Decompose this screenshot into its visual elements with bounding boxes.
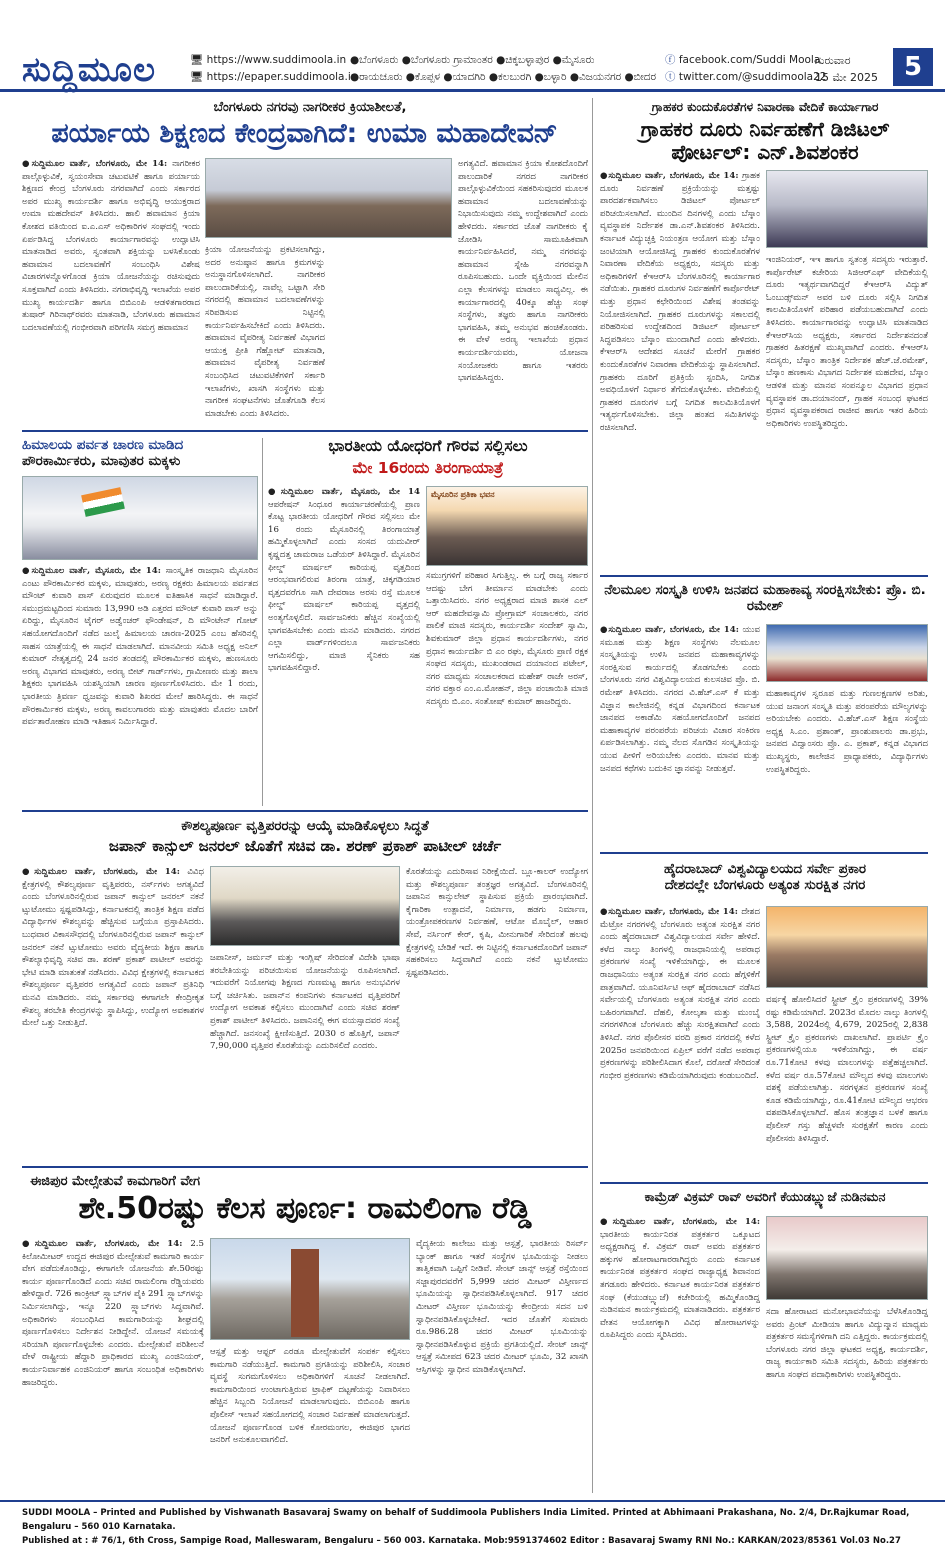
editions-row-1: ●ಬೆಂಗಳೂರು ●ಬೆಂಗಳೂರು ಗ್ರಾಮಾಂತರ ●ಚಿಕ್ಕಬಳ್ಳಾಪುರ ●ಮೈಸೂರು — [350, 54, 595, 66]
website-links — [190, 52, 357, 86]
article8-kicker: ಈಜಿಪುರ ಮೇಲ್ಸೇತುವೆ ಕಾಮಗಾರಿಗೆ ವೇಗ — [30, 1174, 200, 1189]
article6-col2: ಜಪಾನೀಸ್, ಜರ್ಮನ್ ಮತ್ತು ಇಂಗ್ಲಿಷ್ ಸೇರಿದಂತೆ ವಿದೇಶಿ ಭಾಷಾ ತರಬೇತಿಯನ್ನು ಪರಿಚಯಿಸುವ ಯೋಜನೆಯನ್ನು ರೂಪಿಸಲಾಗಿದೆ. ಇದುವರೆಗೆ ನಿಯೋಗವು ಶಿಕ್ಷಣದ ಗುಣಮಟ್ಟ ಹಾಗೂ ಅನುಭವಿಗಳ ಬಗ್ಗೆ ಚರ್ಚಿಸಿತು. ಜಪಾನ್‌ನ ಕಂಪನಿಗಳು ಕರ್ನಾಟಕದ ವೃತ್ತಿಪರರಿಗೆ ಉದ್ಯೋಗ ಅವಕಾಶ ಕಲ್ಪಿಸಲು ಮುಂದಾಗಿವೆ ಎಂದು ಸಚಿವ ಶರಣ್ ಪ್ರಕಾಶ್ ಪಾಟೀಲ್ ತಿಳಿಸಿದರು. ಜಪಾನಿನಲ್ಲಿ ಈಗ ವಯಸ್ಸಾದವರ ಸಂಖ್ಯೆ ಹೆಚ್ಚಾಗಿದೆ. ಜನಸಂಖ್ಯೆ ಕ್ಷೀಣಿಸುತ್ತಿದೆ. 2030 ರ ಹೊತ್ತಿಗೆ, ಜಪಾನ್ 7,90,000 ವೃತ್ತಿಪರ ಕೊರತೆಯನ್ನು ಎದುರಿಸಲಿದೆ ಎಂದರು. — [210, 953, 400, 1052]
article1-kicker: ಬೆಂಗಳೂರು ನಗರವು ನಾಗರೀಕರ ಕ್ರಿಯಾಶೀಲತೆ, — [213, 100, 407, 115]
article1-group-photo — [205, 158, 452, 238]
article7-col1-text: ದೇಶದ ಮೆಟ್ರೋ ನಗರಗಳಲ್ಲಿ ಬೆಂಗಳೂರು ಅತ್ಯಂತ ಸುರಕ್ಷಿತ ನಗರ ಎಂದು ಹೈದರಾಬಾದ್ ವಿಶ್ವವಿದ್ಯಾಲಯದ ಸರ್ವೇ ಹೇಳಿದೆ. ಕಳೆದ ನಾಲ್ಕು ತಿಂಗಳಲ್ಲಿ ರಾಜಧಾನಿಯಲ್ಲಿ ಅಪರಾಧ ಪ್ರಕರಣಗಳ ಸಂಖ್ಯೆ ಇಳಿಕೆಯಾಗಿದ್ದು, ಈ ಮೂಲಕ ರಾಜಧಾನಿಯು ಅತ್ಯಂತ ಸುರಕ್ಷಿತ ನಗರ ಎಂದು ಹೆಗ್ಗಳಿಕೆಗೆ ಪಾತ್ರವಾಗಿದೆ. ಯೂನಿವರ್ಸಿಟಿ ಆಫ್ ಹೈದರಾಬಾದ್ ನಡೆಸಿದ ಸರ್ವೇಯಲ್ಲಿ ಬೆಂಗಳೂರು ಅತ್ಯಂತ ಸುರಕ್ಷಿತ ನಗರ ಎಂದು ಬಹಿರಂಗವಾಗಿದೆ. ದೆಹಲಿ, ಕೋಲ್ಕತಾ ಮತ್ತು ಮುಂಬೈ ನಗರಗಳಿಗಿಂತ ಬೆಂಗಳೂರು ಹೆಚ್ಚು ಸುರಕ್ಷಿತವಾಗಿದೆ ಎಂದು ತಿಳಿಸಿದೆ. ನಗರ ಪೊಲೀಸರ ವರದಿ ಪ್ರಕಾರ ನಗರದಲ್ಲಿ ಕಳೆದ 2025ರ ಜನವರಿಯಿಂದ ಏಪ್ರಿಲ್ ವರೆಗೆ ನಡೆದ ಅಪರಾಧ ಪ್ರಕರಣಗಳನ್ನು ಪರಿಶೀಲಿಸಿದಾಗ ಕೊಲೆ, ದರೋಡೆ ಸೇರಿದಂತೆ ಗಂಭೀರ ಪ್ರಕರಣಗಳು ಕಡಿಮೆಯಾಗಿರುವುದು ಕಂಡುಬಂದಿದೆ. — [600, 907, 760, 1081]
article3-headline-line1: ಹಿಮಾಲಯ ಪರ್ವತ ಚಾರಣ ಮಾಡಿದ — [22, 437, 184, 453]
article8-headline[interactable]: ಶೇ.50ರಷ್ಟು ಕೆಲಸ ಪೂರ್ಣ: ರಾಮಲಿಂಗಾ ರೆಡ್ಡಿ — [78, 1191, 532, 1226]
globe-icon: 🖥 — [190, 54, 207, 66]
article6-kicker: ಕೌಶಲ್ಯಪೂರ್ಣ ವೃತ್ತಿಪರರನ್ನು ಆಯ್ಕೆ ಮಾಡಿಕೊಳ್ಳಲು ಸಿದ್ಧತೆ — [181, 818, 429, 834]
editions-row-2: ●ರಾಯಚೂರು ●ಕೊಪ್ಪಳ ●ಯಾದಗಿರಿ ●ಕಲಬುರಗಿ ●ಬಳ್ಳಾರಿ ●ವಿಜಯನಗರ ●ಬೀದರ — [350, 71, 657, 83]
crane-icon — [291, 1249, 319, 1337]
article3-text: ಸಾಂಸ್ಕೃತಿಕ ರಾಜಧಾನಿ ಮೈಸೂರಿನ ಎಂಟು ಪೌರಕಾರ್ಮಿಕರ ಮಕ್ಕಳು, ಮಾವುತರು, ಅರಣ್ಯ ರಕ್ಷಕರು ಹಿಮಾಲಯ ಪರ್ವತದ ಮೌಂಟ್ ಕುವಾರಿ ಪಾಸ್ ಏರುವುದರ ಮೂಲಕ ಐತಿಹಾಸಿಕ ಸಾಧನೆ ಮಾಡಿದ್ದಾರೆ. ಸಮುದ್ರಮಟ್ಟದಿಂದ ಸುಮಾರು 13,990 ಅಡಿ ಎತ್ತರದ ಮೌಂಟ್ ಕುವಾರಿ ಪಾಸ್ ಅನ್ನು ಏರಿದ್ದು, ಮೈಸೂರಿನ ಟೈಗರ್ ಅಡ್ವೆಂಚರ್ ಫೌಂಡೇಷನ್, ದಿ ಮೌಂಟೇನ್ ಗೋಟ್ ಸಹಯೋಗದೊಂದಿಗೆ ನಡೆದ ಜುಲೈ ಹಿಮಾಲಯ ಚಾರಣ-2025 ಎಂಬ ಹೆಸರಿನಲ್ಲಿ ಸಾಹಸ ಯಾತ್ರೆಯಲ್ಲಿ ಈ ಸಾಧನೆ ಮಾಡಲಾಗಿದೆ. ಮಾನವೀಯ ಸಮಿತಿ ಅಧ್ಯಕ್ಷ ಅನಿಲ್ ಕುಮಾರ್ ನೇತೃತ್ವದಲ್ಲಿ 24 ಜನರ ತಂಡದಲ್ಲಿ ಪೌರಕಾರ್ಮಿಕರ ಮಕ್ಕಳು, ಹುಣಸೂರು ಅರಣ್ಯ ವಿಭಾಗದ ಮಾವುತರು, ಅರಣ್ಯ ಬೀಟ್ ಗಾರ್ಡ್‌ಗಳು, ಗ್ರಾಮೀಣರು ಮತ್ತು ಶಾಲಾ ಶಿಕ್ಷಕರು ಭಾಗವಹಿಸಿ ಯಶಸ್ವಿಯಾಗಿ ಚಾರಣ ಪೂರ್ಣಗೊಳಿಸಿದರು. ಮೇ 1 ರಂದು, ಭಾರತೀಯ ತ್ರಿವರ್ಣ ಧ್ವಜವನ್ನು ಕುವಾರಿ ಶಿಖರದ ಮೇಲೆ ಹಾರಿಸಿದ್ದರು. ಈ ಸಾಧನೆ ಪೌರಕಾರ್ಮಿಕರ ಮಕ್ಕಳು, ಅರಣ್ಯ ಕಾವಲುಗಾರರು ಮತ್ತು ಮಾವುತರು ಮೊದಲ ಬಾರಿಗೆ ಪರ್ವತಾರೋಹಣ ಮಾಡಿ ಇತಿಹಾಸ ನಿರ್ಮಿಸಿದ್ದಾರೆ. — [22, 566, 258, 728]
article3-body — [22, 565, 258, 805]
article7-byline: ●ಸುದ್ದಿಮೂಲ ವಾರ್ತೆ, ಬೆಂಗಳೂರು, ಮೇ 14: — [600, 907, 738, 917]
divider — [600, 852, 928, 854]
article1-col3: ಅಗತ್ಯವಿದೆ. ಹವಾಮಾನ ಕ್ರಿಯಾ ಕೋಶದೊಂದಿಗೆ ಪಾಲುದಾರಿಕೆ ನಗರದ ನಾಗರೀಕರ ಪಾಲ್ಗೊಳ್ಳುವಿಕೆಯಿಂದ ಸಹಕರಿಸುವುದರ ಮೂಲಕ ಹವಾಮಾನ ಬದಲಾವಣೆಯನ್ನು ನಿಭಾಯಿಸುವುದು ನಮ್ಮ ಉದ್ದೇಶವಾಗಿದೆ ಎಂದು ಹೇಳಿದರು. ಸರ್ಕಾರದ ಜೊತೆ ನಾಗರೀಕರು ಕೈ ಜೋಡಿಸಿ ಸಾಮೂಹಿಕವಾಗಿ ಕಾರ್ಯನಿರ್ವಹಿಸಿದರೆ, ನಮ್ಮ ನಗರವನ್ನು ಹವಾಮಾನ ಸ್ನೇಹಿ ನಗರವನ್ನಾಗಿ ರೂಪಿಸಬಹುದು. ಒಂದೇ ವ್ಯಕ್ತಿಯಿಂದ ಮೇಲಿನ ಎಲ್ಲಾ ಕೆಲಸಗಳನ್ನು ಮಾಡಲು ಸಾಧ್ಯವಿಲ್ಲ. ಈ ಕಾರ್ಯಾಗಾರದಲ್ಲಿ 40ಕ್ಕೂ ಹೆಚ್ಚು ಸಂಘ ಸಂಸ್ಥೆಗಳು, ತಜ್ಞರು ಹಾಗೂ ನಾಗರೀಕರು ಭಾಗವಹಿಸಿ, ತಮ್ಮ ಅನುಭವ ಹಂಚಿಕೊಂಡರು. ಈ ವೇಳೆ ಅರಣ್ಯ ಇಲಾಖೆಯ ಪ್ರಧಾನ ಕಾರ್ಯದರ್ಶಿಯವರು, ಯೋಜನಾ ಸಂಯೋಜಕರು ಹಾಗೂ ಇತರರು ಭಾಗವಹಿಸಿದ್ದರು. — [458, 159, 588, 384]
article9-headline[interactable]: ಕಾಮ್ರೆಡ್ ವಿಕ್ರಮ್ ರಾವ್ ಅವರಿಗೆ ಕೆಯುಡಬ್ಲ್ಯುಜೆ ನುಡಿನಮನ — [644, 1189, 886, 1204]
article4-subhead: ಮೇ 16ರಂದು ತಿರಂಗಾಯಾತ್ರೆ — [352, 459, 504, 477]
flag-icon — [81, 487, 125, 517]
article8-col1 — [22, 1238, 204, 1496]
article6-byline: ●ಸುದ್ದಿಮೂಲ ವಾರ್ತೆ, ಬೆಂಗಳೂರು, ಮೇ 14: — [22, 867, 180, 877]
article5-headline[interactable]: ನೆಲಮೂಲ ಸಂಸ್ಕೃತಿ ಉಳಿಸಿ ಜನಪದ ಮಹಾಕಾವ್ಯ ಸಂರಕ್ಷಿಸಬೇಕು: ಪ್ರೊ. ಬಿ. ರಮೇಶ್ — [604, 582, 926, 614]
article2-headline[interactable]: ಗ್ರಾಹಕರ ದೂರು ನಿರ್ವಹಣೆಗೆ ಡಿಜಿಟಲ್ ಪೋರ್ಟಲ್: ಎನ್.ಶಿವಶಂಕರ — [640, 117, 890, 164]
article4-col1-text: ಆಪರೇಷನ್ ಸಿಂಧೂರ ಕಾರ್ಯಾಚರಣೆಯಲ್ಲಿ ಪ್ರಾಣ ಕೊಟ್ಟ ಭಾರತೀಯ ಯೋಧರಿಗೆ ಗೌರವ ಸಲ್ಲಿಸಲು ಮೇ 16 ರಂದು ಮೈಸೂರಿನಲ್ಲಿ ತಿರಂಗಾಯಾತ್ರೆ ಹಮ್ಮಿಕೊಳ್ಳಲಾಗಿದೆ ಎಂದು ಸಂಸದ ಯದುವೀರ್ ಕೃಷ್ಣದತ್ತ ಚಾಮರಾಜ ಒಡೆಯರ್ ತಿಳಿಸಿದ್ದಾರೆ. ಮೈಸೂರಿನ ಫೀಲ್ಡ್ ಮಾರ್ಷಲ್ ಕಾರಿಯಪ್ಪ ವೃತ್ತದಿಂದ ಆರಂಭವಾಗಲಿರುವ ತಿರಂಗಾ ಯಾತ್ರೆ, ಚಿಕ್ಕಗಡಿಯಾರ ವೃತ್ತದವರೆಗೂ ಸಾಗಿ ದೇವರಾಜ ಅರಸು ರಸ್ತೆ ಮೂಲಕ ಫೀಲ್ಡ್ ಮಾರ್ಷಲ್ ಕಾರಿಯಪ್ಪ ವೃತ್ತದಲ್ಲಿ ಅಂತ್ಯಗೊಳ್ಳಲಿದೆ. ಸಾರ್ವಜನಿಕರು ಹೆಚ್ಚಿನ ಸಂಖ್ಯೆಯಲ್ಲಿ ಭಾಗವಹಿಸಬೇಕು ಎಂದು ಮನವಿ ಮಾಡಿದರು. ನಗರದ ಎಲ್ಲಾ ವಾರ್ಡ್‌ಗಳಿಂದಲೂ ಸಾರ್ವಜನಿಕರು ಆಗಮಿಸಲಿದ್ದು, ಮಾಜಿ ಸೈನಿಕರು ಸಹ ಭಾಗವಹಿಸಲಿದ್ದಾರೆ. — [268, 499, 420, 674]
article4-photo-caption: ಮೈಸೂರಿನ ಪ್ರತಿಕಾ ಭವನ — [431, 490, 495, 499]
twitter-link[interactable]: twitter.com/@suddimoola22 — [678, 71, 827, 83]
article8-col3: ವೈದ್ಯಕೀಯ ಕಾಲೇಜು ಮತ್ತು ಆಸ್ಪತ್ರೆ, ಭಾರತೀಯ ರಿಸರ್ವ್ ಬ್ಯಾಂಕ್ ಹಾಗೂ ಇತರೆ ಸಂಸ್ಥೆಗಳ ಭೂಮಿಯನ್ನು ನೀಡಲು ತಾತ್ವಿಕವಾಗಿ ಒಪ್ಪಿಗೆ ನೀಡಿವೆ. ಸೇಂಟ್ ಜಾನ್ಸ್ ಆಸ್ಪತ್ರೆ ರಸ್ತೆಯಿಂದ ಸಜ್ಜಾಪುರದವರೆಗೆ 5,999 ಚದರ ಮೀಟರ್ ವಿಸ್ತೀರ್ಣದ ಭೂಮಿಯನ್ನು ಸ್ವಾಧೀನಪಡಿಸಿಕೊಳ್ಳಲಾಗಿದೆ. 917 ಚದರ ಮೀಟರ್ ವಿಸ್ತೀರ್ಣ ಭೂಮಿಯನ್ನು ಕೇಂದ್ರೀಯ ಸದನ ಬಳಿ ಸ್ವಾಧೀನಪಡಿಸಿಕೊಳ್ಳಬೇಕಿದೆ. ಇದರ ಜೊತೆಗೆ ಸುಮಾರು ರೂ.986.28 ಚದರ ಮೀಟರ್ ಭೂಮಿಯನ್ನು ಸ್ವಾಧೀನಪಡಿಸಿಕೊಳ್ಳುವ ಪ್ರಕ್ರಿಯೆ ಪ್ರಗತಿಯಲ್ಲಿದೆ. ಸೇಂಟ್ ಜಾನ್ಸ್ ಆಸ್ಪತ್ರೆ ಸಮೀಪದ 623 ಚದರ ಮೀಟರ್ ಭೂಮಿ, 32 ಖಾಸಗಿ ಆಸ್ತಿಗಳನ್ನು ಸ್ವಾಧೀನ ಮಾಡಿಕೊಳ್ಳಲಾಗಿದೆ. — [416, 1239, 588, 1375]
article9-tribute-photo — [766, 1216, 928, 1300]
article2-kicker: ಗ್ರಾಹಕರ ಕುಂದುಕೊರತೆಗಳ ನಿವಾರಣಾ ವೇದಿಕೆ ಕಾರ್ಯಾಗಾರ — [651, 100, 879, 114]
article9-col2: ಸದಾ ಹೋರಾಟದ ಮನೋಭಾವನೆಯನ್ನು ಬೆಳೆಸಿಕೊಂಡಿದ್ದ ಅವರು ಪ್ರಿಂಟ್ ಮೀಡಿಯಾ ಹಾಗೂ ವಿದ್ಯುನ್ಮಾನ ಮಾಧ್ಯಮ ಪತ್ರಕರ್ತರ ಸಮಸ್ಯೆಗಳಿಗಾಗಿ ದನಿ ಎತ್ತಿದ್ದರು. ಕಾರ್ಯಕ್ರಮದಲ್ಲಿ ಬೆಂಗಳೂರು ನಗರ ಜಿಲ್ಲಾ ಘಟಕದ ಅಧ್ಯಕ್ಷ, ಕಾರ್ಯದರ್ಶಿ, ರಾಜ್ಯ ಕಾರ್ಯಕಾರಿ ಸಮಿತಿ ಸದಸ್ಯರು, ಹಿರಿಯ ಪತ್ರಕರ್ತರು ಹಾಗೂ ಸಂಘದ ಪದಾಧಿಕಾರಿಗಳು ಉಪಸ್ಥಿತರಿದ್ದರು. — [766, 1307, 928, 1380]
column-divider — [262, 438, 263, 806]
divider — [22, 1166, 588, 1168]
twitter-icon: ⓣ — [665, 71, 679, 83]
article6-col1 — [22, 866, 204, 1162]
article7-headline-line1: ಹೈದರಾಬಾದ್ ವಿಶ್ವವಿದ್ಯಾಲಯದ ಸರ್ವೇ ಪ್ರಕಾರ — [663, 861, 867, 877]
article4-headline[interactable]: ಭಾರತೀಯ ಯೋಧರಿಗೆ ಗೌರವ ಸಲ್ಲಿಸಲು — [328, 437, 528, 455]
article2-col1 — [600, 170, 760, 570]
article5-byline: ●ಸುದ್ದಿಮೂಲ ವಾರ್ತೆ, ಬೆಂಗಳೂರು, ಮೇ 14: — [600, 625, 739, 635]
article1-headline[interactable]: ಪರ್ಯಾಯ ಶಿಕ್ಷಣದ ಕೇಂದ್ರವಾಗಿದೆ: ಉಮಾ ಮಹಾದೇವನ್ — [51, 118, 558, 149]
article7-headline[interactable] — [600, 862, 930, 893]
article6-col3: ಕೊರತೆಯನ್ನು ಎದುರಿಸಾವ ನಿರೀಕ್ಷೆಯಿದೆ. ಬ್ಲೂ-ಕಾಲರ್ ಉದ್ಯೋಗ ಮತ್ತು ಕೌಶಲ್ಯಪೂರ್ಣ ತಂತ್ರಜ್ಞರ ಅಗತ್ಯವಿದೆ. ಬೆಂಗಳೂರಿನಲ್ಲಿ ಜಪಾನಿನ ಕಾನ್ಸುಲೇಟ್ ಸ್ಥಾಪಿಸುವ ಪ್ರಕ್ರಿಯೆ ಪ್ರಾರಂಭವಾಗಿದೆ. ಕೈಗಾರಿಕಾ ಉತ್ಪಾದನೆ, ನಿರ್ಮಾಣ, ಹಡಗು ನಿರ್ಮಾಣ, ಯಂತ್ರೋಪಕರಣಗಳ ನಿರ್ವಹಣೆ, ಆಟೋ ಮೊಬೈಲ್, ಆಹಾರ ಸೇವೆ, ನರ್ಸಿಂಗ್ ಕೇರ್, ಕೃಷಿ, ಮೀನುಗಾರಿಕೆ ಸೇರಿದಂತೆ ಹಲವು ಕ್ಷೇತ್ರಗಳಲ್ಲಿ ಬೇಡಿಕೆ ಇದೆ. ಈ ನಿಟ್ಟಿನಲ್ಲಿ ಕರ್ನಾಟಕದೊಂದಿಗೆ ಜಪಾನ್ ಸಹಕರಿಸಲು ಸಿದ್ಧವಾಗಿದೆ ಎಂದು ನಕನೆ ಟ್ಸುಟೋಮು ಸ್ಪಷ್ಟಪಡಿಸಿದರು. — [406, 867, 588, 978]
facebook-link[interactable]: facebook.com/Suddi Moola — [678, 54, 821, 66]
article7-col2: ವರ್ಷಕ್ಕೆ ಹೋಲಿಸಿದರೆ ಸ್ಟ್ರೀಟ್ ಕ್ರೈಂ ಪ್ರಕರಣಗಳಲ್ಲಿ 39% ರಷ್ಟು ಕಡಿಮೆಯಾಗಿದೆ. 2023ರ ಮೊದಲ ನಾಲ್ಕು ತಿಂಗಳಲ್ಲಿ 3,588, 2024ರಲ್ಲಿ 4,679, 2025ರಲ್ಲಿ 2,838 ಸ್ಟ್ರೀಟ್ ಕ್ರೈಂ ಪ್ರಕರಣಗಳು ದಾಖಲಾಗಿವೆ. ಪ್ರಾಪರ್ಟಿ ಕ್ರೈಂ ಪ್ರಕರಣಗಳಲ್ಲಿಯೂ ಇಳಿಕೆಯಾಗಿದ್ದು, ಈ ವರ್ಷ ರೂ.71ಕೋಟಿ ಕಳವು ಮಾಲುಗಳನ್ನು ಪತ್ತೆಹಚ್ಚಲಾಗಿದೆ. ಕಳೆದ ವರ್ಷ ರೂ.57ಕೋಟಿ ಮೌಲ್ಯದ ಕಳವು ಮಾಲುಗಳು ವಶಕ್ಕೆ ಪಡೆಯಲಾಗಿತ್ತು. ಸರಗಳ್ಳತನ ಪ್ರಕರಣಗಳ ಸಂಖ್ಯೆ ಕೂಡ ಕಡಿಮೆಯಾಗಿದ್ದು, ರೂ.41ಕೋಟಿ ಮೌಲ್ಯದ ಆಭರಣ ವಶಪಡಿಸಿಕೊಳ್ಳಲಾಗಿದೆ. ಹೊಸ ತಂತ್ರಜ್ಞಾನ ಬಳಕೆ ಹಾಗೂ ಪೊಲೀಸ್ ಗಸ್ತು ಹೆಚ್ಚಳವೇ ಸುರಕ್ಷತೆಗೆ ಕಾರಣ ಎಂದು ಪೊಲೀಸರು ತಿಳಿಸಿದ್ದಾರೆ. — [766, 995, 928, 1144]
article3-headline[interactable] — [22, 438, 258, 469]
newspaper-logo[interactable]: ಸುದ್ದಿಮೂಲ — [22, 50, 156, 90]
article8-byline: ●ಸುದ್ದಿಮೂಲ ವಾರ್ತೆ, ಬೆಂಗಳೂರು, ಮೇ 14: — [22, 1239, 183, 1249]
article3-byline: ●ಸುದ್ದಿಮೂಲ ವಾರ್ತೆ, ಮೈಸೂರು, ಮೇ 14: — [22, 566, 161, 576]
article7-city-photo — [766, 906, 928, 988]
article4-col2: ಸಮುಗ್ರಗಳಿಗೆ ಪರಿಹಾರ ಸಿಗುತ್ತಿಲ್ಲ. ಈ ಬಗ್ಗೆ ರಾಜ್ಯ ಸರ್ಕಾರ ಆದಷ್ಟು ಬೇಗ ತೀರ್ಮಾನ ಮಾಡಬೇಕು ಎಂದು ಒತ್ತಾಯಿಸಿದರು. ನಗರ ಅಧ್ಯಕ್ಷರಾದ ಮಾಜಿ ಶಾಸಕ ಎಲ್ ಆರ್ ಮಹದೇವಸ್ವಾಮಿ ಪ್ರೋಗ್ರಾಮ್ ಸಂಚಾಲಕರು, ನಗರ ಪಾಲಿಕೆ ಮಾಜಿ ಸದಸ್ಯರು, ಕಾರ್ಯದರ್ಶಿ ಸಂದೇಶ್ ಸ್ವಾಮಿ, ಶಿವಕುಮಾರ್ ಜಿಲ್ಲಾ ಪ್ರಧಾನ ಕಾರ್ಯದರ್ಶಿಗಳು, ನಗರ ಪ್ರಧಾನ ಕಾರ್ಯದರ್ಶಿ ಬಿ ಎಂ ರಘು, ಮೈಸೂರು ಪ್ರಾಣಿ ರಕ್ಷಕ ಸಂಘದ ಸದಸ್ಯರು, ಮುಖಂಡರಾದ ದಯಾನಂದ ಪಟೇಲ್, ನಗರ ಮಾಧ್ಯಮ ಸಂಚಾಲಕರಾದ ಮಹೇಶ್ ರಾಜೇ ಅರಸ್, ನಗರ ವಕ್ತಾರ ಎಂ.ಎ.ಮೋಹನ್, ಜಿಲ್ಲಾ ಪಂಚಾಯಿತಿ ಮಾಜಿ ಸದಸ್ಯರು ಬಿ.ಎಂ. ಸಂತೋಷ್ ಕುಮಾರ್ ಹಾಜರಿದ್ದರು. — [426, 571, 588, 707]
editions-list — [350, 52, 656, 86]
social-links — [665, 52, 826, 86]
article2-stage-photo — [766, 170, 928, 248]
article8-flyover-photo — [210, 1238, 410, 1340]
article5-col1 — [600, 624, 760, 846]
page-number: 5 — [893, 48, 933, 86]
divider — [600, 575, 928, 577]
issue-date-text: 15 ಮೇ 2025 — [815, 71, 879, 84]
article6-headline[interactable]: ಜಪಾನ್ ಕಾನ್ಸುಲ್ ಜನರಲ್ ಜೊತೆಗೆ ಸಚಿವ ಡಾ. ಶರಣ್ ಪ್ರಕಾಶ್ ಪಾಟೀಲ್ ಚರ್ಚೆ — [108, 837, 502, 855]
article1-col3-lower — [330, 244, 452, 426]
article1-col1-text: ನಾಗರೀಕರ ಪಾಲ್ಗೊಳ್ಳುವಿಕೆ, ಸ್ವಯಂಸೇವಾ ಚಟುವಟಿಕೆ ಹಾಗೂ ಪರ್ಯಾಯ ಶಿಕ್ಷಣದ ಕೇಂದ್ರ ಬೆಂಗಳೂರು ನಗರವಾಗಿದೆ ಎಂದು ಸರ್ಕಾರದ ಅಪರ ಮುಖ್ಯ ಕಾರ್ಯದರ್ಶಿ ಹಾಗೂ ಅಭಿವೃದ್ಧಿ ಆಯುಕ್ತರಾದ ಉಮಾ ಮಹದೇವನ್ ತಿಳಿಸಿದರು. ಹಾಲಿ ಹವಾಮಾನ ಕ್ರಿಯಾ ಕೋಶದ ವತಿಯಿಂದ ಐ.ಎ.ಎಸ್ ಅಧಿಕಾರಿಗಳ ಸಂಘದಲ್ಲಿ ಇಂದು ಏರ್ಪಡಿಸಿದ್ದ ಬೆಂಗಳೂರು ಕಾರ್ಯಾಗಾರವನ್ನು ಉದ್ಘಾಟಿಸಿ ಮಾತನಾಡಿದ ಅವರು, ಸ್ವಂತವಾಗಿ ಶಕ್ತಿಯನ್ನು ಬಳಸಿಕೊಂಡು ಹವಾಮಾನ ಬದಲಾವಣೆಗೆ ಸಂಬಂಧಿಸಿ ವಿಶೇಷ ವಿಚಾರಗಳನ್ನೊಳಗೊಂಡ ಕ್ರಿಯಾ ಯೋಜನೆಯನ್ನು ರಚಿಸುವುದು ಸೂಕ್ತವಾಗಿದೆ ಎಂದು ತಿಳಿಸಿದರು. ನಗರಾಭಿವೃದ್ಧಿ ಇಲಾಖೆಯ ಅಪರ ಮುಖ್ಯ ಕಾರ್ಯದರ್ಶಿ ಹಾಗೂ ಬಿಬಿಎಂಪಿ ಆಡಳಿತಗಾರರಾದ ತುಷಾರ್ ಗಿರಿನಾಥ್‌ರವರು ಮಾತನಾಡಿ, ಬೆಂಗಳೂರು ಹವಾಮಾನ ಬದಲಾವಣೆಯಲ್ಲಿ ಗಂಭೀರವಾಗಿ ಪರಿಗಣಿಸಿ ಸಮಗ್ರ ಹವಾಮಾನ — [22, 159, 200, 333]
epaper-url[interactable]: https://epaper.suddimoola.in — [206, 71, 358, 83]
divider — [22, 810, 588, 812]
article1-col2: ಕ್ರಿಯಾ ಯೋಜನೆಯನ್ನು ಪ್ರಕಟಿಸಲಾಗಿದ್ದು, ಅದರ ಅನುಷ್ಠಾನ ಹಾಗೂ ಕ್ರಮಗಳನ್ನು ಅನುಸ್ಥಾನಗೊಳಿಸಲಾಗಿದೆ. ನಾಗರೀಕರ ಪಾಲುದಾರಿಕೆಯಲ್ಲಿ, ನಾವೆಲ್ಲ ಒಟ್ಟಾಗಿ ಸೇರಿ ನಗರದಲ್ಲಿ ಹವಾಮಾನ ಬದಲಾವಣೆಗಳನ್ನು ಸರಿಪಡಿಸುವ ನಿಟ್ಟಿನಲ್ಲಿ ಕಾರ್ಯನಿರ್ವಹಿಸಬೇಕಿದೆ ಎಂದು ತಿಳಿಸಿದರು. ಹವಾಮಾನ ವೈಪರೀತ್ಯ ನಿರ್ವಹಣೆ ವಿಭಾಗದ ಆಯುಕ್ತ ಪ್ರೀತಿ ಗೆಹ್ಲೋಟ್ ಮಾತನಾಡಿ, ಹವಾಮಾನ ವೈಪರೀತ್ಯ ನಿರ್ವಹಣೆ ಸಂಬಂಧಿಸಿದ ಚಟುವಟಿಕೆಗಳಿಗೆ ಸರ್ಕಾರಿ ಇಲಾಖೆಗಳು, ಖಾಸಗಿ ಸಂಸ್ಥೆಗಳು ಮತ್ತು ನಾಗರೀಕ ಸಂಘಟನೆಗಳು ಜೊತೆಗೂಡಿ ಕೆಲಸ ಮಾಡಬೇಕು ಎಂದು ತಿಳಿಸಿದರು. — [205, 245, 325, 419]
footer-line-1: SUDDI MOOLA – Printed and Published by Vishwanath Basavaraj Swamy on behalf of Suddimoola Publishers India Limited. Printed at Abhimaani Prakashana, No. 2/4, Dr.Rajkumar Road, Bengaluru – 560 010 Karnataka. — [22, 1508, 910, 1532]
article2-byline: ●ಸುದ್ದಿಮೂಲ ವಾರ್ತೆ, ಬೆಂಗಳೂರು, ಮೇ 14: — [600, 171, 739, 181]
article8-col2: ಆಸ್ಪತ್ರೆ ಮತ್ತು ಆಫ್ಟರ್ ಎರಡೂ ಮೇಲ್ಸೇತುವೆಗೆ ಸಂಪರ್ಕ ಕಲ್ಪಿಸಲು ಕಾಮಗಾರಿ ನಡೆಯುತ್ತಿದೆ. ಕಾಮಗಾರಿ ಪ್ರಗತಿಯನ್ನು ಪರಿಶೀಲಿಸಿ, ಸಂಚಾರ ವ್ಯವಸ್ಥೆ ಸುಗಮಗೊಳಿಸಲು ಅಧಿಕಾರಿಗಳಿಗೆ ಸೂಚನೆ ನೀಡಲಾಗಿದೆ. ಕಾಮಗಾರಿಯಿಂದ ಉಂಟಾಗುತ್ತಿರುವ ಟ್ರಾಫಿಕ್ ದಟ್ಟಣೆಯನ್ನು ನಿವಾರಿಸಲು ಹೆಚ್ಚಿನ ಸಿಬ್ಬಂದಿ ನಿಯೋಜನೆ ಮಾಡಲಾಗುವುದು. ಬಿಬಿಎಂಪಿ ಹಾಗೂ ಪೊಲೀಸ್ ಇಲಾಖೆ ಸಹಯೋಗದಲ್ಲಿ ಸಂಚಾರ ನಿರ್ವಹಣೆ ಮಾಡಲಾಗುತ್ತದೆ. ಯೋಜನೆ ಪೂರ್ಣಗೊಂಡ ಬಳಿಕ ಕೋರಮಂಗಲ, ಈಜಿಪುರ ಭಾಗದ ಜನರಿಗೆ ಅನುಕೂಲವಾಗಲಿದೆ. — [210, 1347, 410, 1446]
divider — [600, 1182, 928, 1184]
article2-col1-text: ಗ್ರಾಹಕ ದೂರು ನಿರ್ವಹಣೆ ಪ್ರಕ್ರಿಯೆಯನ್ನು ಮತ್ತಷ್ಟು ಪಾರದರ್ಶಕವಾಗಿಸಲು ಡಿಜಿಟಲ್ ಪೋರ್ಟಲ್ ಪರಿಚಯಿಸಲಾಗಿದೆ. ಮುಂದಿನ ದಿನಗಳಲ್ಲಿ ಎಂದು ಬೆಸ್ಕಾಂ ವ್ಯವಸ್ಥಾಪಕ ನಿರ್ದೇಶಕ ಡಾ.ಎನ್.ಶಿವಶಂಕರ ತಿಳಿಸಿದರು. ಕರ್ನಾಟಕ ವಿದ್ಯುಚ್ಛಕ್ತಿ ನಿಯಂತ್ರಣ ಆಯೋಗ ಮತ್ತು ಬೆಸ್ಕಾಂ ಜಂಟಿಯಾಗಿ ಆಯೋಜಿಸಿದ್ದ ಗ್ರಾಹಕರ ಕುಂದುಕೊರತೆಗಳ ನಿವಾರಣಾ ವೇದಿಕೆಯ ಅಧ್ಯಕ್ಷರು, ಸದಸ್ಯರು ಮತ್ತು ಅಧಿಕಾರಿಗಳಿಗೆ ಕೆಇಆರ್‌ಸಿ ಬೆಂಗಳೂರಿನಲ್ಲಿ ಕಾರ್ಯಾಗಾರ ನಡೆಯಿತು. ಗ್ರಾಹಕರ ದೂರುಗಳ ನಿರ್ವಹಣೆಗೆ ಕಾರ್ಪೊರೇಟ್ ಮತ್ತು ಪ್ರಧಾನ ಕಛೇರಿಯಿಂದ ವಿಶೇಷ ತಂಡವನ್ನು ನಿಯೋಜಿಸಲಾಗಿದೆ. ಗ್ರಾಹಕರ ದೂರುಗಳನ್ನು ಸಕಾಲದಲ್ಲಿ ಪರಿಹರಿಸುವ ಉದ್ದೇಶದಿಂದ ಡಿಜಿಟಲ್ ಪೋರ್ಟಲ್ ಸಿದ್ಧಪಡಿಸಲು ಬೆಸ್ಕಾಂ ಮುಂದಾಗಿದೆ ಎಂದು ಹೇಳಿದರು. ಕೆಇಆರ್‌ಸಿ ಆದೇಶದ ಸೂಚನೆ ಮೇರೆಗೆ ಗ್ರಾಹಕರ ಕುಂದುಕೊರತೆಗಳ ನಿವಾರಣಾ ವೇದಿಕೆಯನ್ನು ಸ್ಥಾಪಿಸಲಾಗಿದೆ. ಗ್ರಾಹಕರು ದೂರಿಗೆ ಪ್ರತಿಕ್ರಿಯೆ ಸ್ಪಂದಿಸಿ, ನಿಗದಿತ ಅವಧಿಯೊಳಗೆ ನಿರ್ಧಾರ ತೆಗೆದುಕೊಳ್ಳಬೇಕು. ವೇದಿಕೆಯಲ್ಲಿ ಗ್ರಾಹಕರ ದೂರುಗಳ ಬಗ್ಗೆ ನಿಗದಿತ ಕಾಲಮಿತಿಯೊಳಗೆ ಇತ್ಯರ್ಥಗೊಳಿಸಬೇಕು. ಜಿಲ್ಲಾ ಹಂತದ ಸಮಿತಿಗಳನ್ನು ರಚಿಸಲಾಗಿದೆ. — [600, 171, 760, 433]
article8-col1-text: 2.5 ಕಿಲೋಮೀಟರ್ ಉದ್ದದ ಈಜಿಪುರ ಮೇಲ್ಸೇತುವೆ ಕಾಮಗಾರಿ ಕಾರ್ಯ ವೇಗ ಪಡೆದುಕೊಂಡಿದ್ದು, ಈಗಾಗಲೇ ಯೋಜನೆಯ ಶೇ.50ರಷ್ಟು ಕಾರ್ಯ ಪೂರ್ಣಗೊಂಡಿದೆ ಎಂದು ಸಚಿವ ರಾಮಲಿಂಗಾ ರೆಡ್ಡಿಯವರು ಹೇಳಿದ್ದಾರೆ. 726 ಕಾಂಕ್ರೀಟ್ ಸ್ಲ್ಯಾಬ್‌ಗಳ ಪೈಕಿ 291 ಸ್ಲ್ಯಾಬ್‌ಗಳನ್ನು ನಿರ್ಮಿಸಲಾಗಿದ್ದು, ಇನ್ನೂ 220 ಸ್ಲ್ಯಾಬ್‌ಗಳು ಸಿದ್ಧವಾಗಿವೆ. ಅಧಿಕಾರಿಗಳು ಸಂಬಂಧಿಸಿದ ಕಾಮಗಾರಿಯನ್ನು ಶೀಘ್ರದಲ್ಲಿ ಪೂರ್ಣಗೊಳಿಸಲು ನಿರ್ದೇಶನ ನೀಡಿದ್ದೇನೆ. ಯೋಜನೆ ಸಮಯಕ್ಕೆ ಸರಿಯಾಗಿ ಪೂರ್ಣಗೊಳ್ಳಬೇಕು ಎಂದರು. ಮೇಲ್ಸೇತುವೆ ಪರಿಶೀಲನೆ ವೇಳೆ ರಾಷ್ಟ್ರೀಯ ಹೆದ್ದಾರಿ ಪ್ರಾಧಿಕಾರದ ಮುಖ್ಯ ಎಂಜಿನಿಯರ್, ಕಾರ್ಯನಿರ್ವಾಹಕ ಎಂಜಿನಿಯರ್ ಹಾಗೂ ಸಂಬಂಧಿತ ಅಧಿಕಾರಿಗಳು ಹಾಜರಿದ್ದರು. — [22, 1239, 204, 1388]
article4-byline: ●ಸುದ್ದಿಮೂಲ ವಾರ್ತೆ, ಮೈಸೂರು, ಮೇ 14 — [268, 487, 420, 497]
website-url[interactable]: https://www.suddimoola.in — [206, 54, 347, 66]
footer-line-2: Published at : # 76/1, 6th Cross, Sampige Road, Malleswaram, Bengaluru – 560 003. Karnataka. Mob:9591374602 Editor : Basavaraj Swamy RNI No.: KARKAN/2023/85361 Vol.03 No.27 — [22, 1536, 901, 1546]
article4-col1 — [268, 486, 420, 804]
article9-col1-text: ಭಾರತೀಯ ಕಾರ್ಯನಿರತ ಪತ್ರಕರ್ತರ ಒಕ್ಕೂಟದ ಅಧ್ಯಕ್ಷರಾಗಿದ್ದ ಕೆ. ವಿಕ್ರಮ್ ರಾವ್ ಅವರು ಪತ್ರಕರ್ತರ ಹಕ್ಕುಗಳ ಹೋರಾಟಗಾರರಾಗಿದ್ದರು ಎಂದು ಕರ್ನಾಟಕ ಕಾರ್ಯನಿರತ ಪತ್ರಕರ್ತರ ಸಂಘದ ರಾಜ್ಯಾಧ್ಯಕ್ಷ ಶಿವಾನಂದ ತಗಡೂರು ಹೇಳಿದರು. ಕರ್ನಾಟಕ ಕಾರ್ಯನಿರತ ಪತ್ರಕರ್ತರ ಸಂಘ (ಕೆಯುಡಬ್ಲ್ಯುಜೆ) ಕಚೇರಿಯಲ್ಲಿ ಹಮ್ಮಿಕೊಂಡಿದ್ದ ನುಡಿನಮನ ಕಾರ್ಯಕ್ರಮದಲ್ಲಿ ಮಾತನಾಡಿದರು. ಪತ್ರಕರ್ತರ ವೇತನ ಆಯೋಗಕ್ಕಾಗಿ ವಿವಿಧ ಹೋರಾಟಗಳನ್ನು ರೂಪಿಸಿದ್ದರು ಎಂದು ಸ್ಮರಿಸಿದರು. — [600, 1229, 760, 1341]
article3-mountain-photo — [22, 476, 258, 560]
article7-headline-line2: ದೇಶದಲ್ಲೇ ಬೆಂಗಳೂರು ಅತ್ಯಂತ ಸುರಕ್ಷಿತ ನಗರ — [664, 876, 866, 893]
globe-icon: 🖥 — [190, 71, 207, 83]
issue-day: ಗುರುವಾರ — [815, 54, 851, 67]
article7-col1 — [600, 906, 760, 1176]
article4-press-photo — [426, 486, 588, 566]
column-divider — [592, 98, 593, 1493]
article9-byline: ●ಸುದ್ದಿಮೂಲ ವಾರ್ತೆ, ಬೆಂಗಳೂರು, ಮೇ 14: — [600, 1217, 760, 1227]
article5-col2: ಮಹಾಕಾವ್ಯಗಳ ಸ್ವರೂಪ ಮತ್ತು ಗುಣಲಕ್ಷಣಗಳ ಅರಿತು, ಯುವ ಜನಾಂಗ ಸಂಸ್ಕೃತಿ ಮತ್ತು ಪರಂಪರೆಯ ಮೌಲ್ಯಗಳನ್ನು ಅರಿಯಬೇಕು ಎಂದರು. ವಿ.ಹೆಚ್.ಎಸ್ ಶಿಕ್ಷಣ ಸಂಸ್ಥೆಯ ಅಧ್ಯಕ್ಷ ಸಿ.ಎಂ. ಪ್ರಶಾಂತ್, ಪ್ರಾಂಶುಪಾಲರು ಡಾ.ಪ್ರಭು, ಜನಪದ ವಿದ್ವಾಂಸರು ಪ್ರೊ. ಎ. ಪ್ರಕಾಶ್, ಕನ್ನಡ ವಿಭಾಗದ ಮುಖ್ಯಸ್ಥರು, ಕಾಲೇಜಿನ ಪ್ರಾಧ್ಯಾಪಕರು, ವಿದ್ಯಾರ್ಥಿಗಳು ಉಪಸ್ಥಿತರಿದ್ದರು. — [766, 689, 928, 775]
article5-col1-text: ಯುವ ಸಮೂಹ ಮತ್ತು ಶಿಕ್ಷಣ ಸಂಸ್ಥೆಗಳು ನೆಲಮೂಲ ಸಂಸ್ಕೃತಿಯನ್ನು ಉಳಿಸಿ ಜನಪದ ಮಹಾಕಾವ್ಯಗಳನ್ನು ಸಂರಕ್ಷಿಸುವ ಕಾರ್ಯದಲ್ಲಿ ತೊಡಗಬೇಕು ಎಂದು ಬೆಂಗಳೂರು ನಗರ ವಿಶ್ವವಿದ್ಯಾಲಯದ ಕುಲಸಚಿವ ಪ್ರೊ. ಬಿ. ರಮೇಶ್ ತಿಳಿಸಿದರು. ನಗರದ ವಿ.ಹೆಚ್.ಎಸ್ ಕೆ ಮತ್ತು ವಿಜ್ಞಾನ ಕಾಲೇಜಿನಲ್ಲಿ ಕನ್ನಡ ವಿಭಾಗದಿಂದ ಕರ್ನಾಟಕ ಜಾನಪದ ಅಕಾಡೆಮಿ ಸಹಯೋಗದೊಂದಿಗೆ ಜನಪದ ಮಹಾಕಾವ್ಯಗಳ ಪರಂಪರೆಯ ಪರಿಚಯ ವಿಚಾರ ಸಂಕಿರಣ ಏರ್ಪಡಿಸಲಾಗಿತ್ತು. ನಮ್ಮ ನೆಲದ ಸೊಗಡಿನ ಸಂಸ್ಕೃತಿಯನ್ನು ಯುವ ಪೀಳಿಗೆ ಅರಿಯಬೇಕು ಎಂದರು. ಮಾನವ ಮತ್ತು ಜನಪದ ಕಥೆಗಳು ಬದುಕಿನ ಜ್ಞಾನವನ್ನು ನೀಡುತ್ತವೆ. — [600, 625, 760, 774]
article1-byline: ●ಸುದ್ದಿಮೂಲ ವಾರ್ತೆ, ಬೆಂಗಳೂರು, ಮೇ 14: — [22, 159, 168, 169]
article5-event-photo — [766, 624, 928, 682]
article1-col1 — [22, 158, 200, 426]
article2-col2: ಇಂಜಿನಿಯರ್, ಇಇ ಹಾಗೂ ಸ್ವತಂತ್ರ ಸದಸ್ಯರು ಇರುತ್ತಾರೆ. ಕಾರ್ಪೊರೇಟ್ ಕಚೇರಿಯ ಸಿಜಿಆರ್‌ಎಫ್ ವೇದಿಕೆಯಲ್ಲಿ ದೂರು ಇತ್ಯರ್ಥವಾಗದಿದ್ದರೆ ಕೆಇಆರ್‌ಸಿ ವಿದ್ಯುತ್ ಓಂಬುಡ್ಸ್‌ಮನ್ ಅವರ ಬಳಿ ದೂರು ಸಲ್ಲಿಸಿ ನಿಗದಿತ ಕಾಲಮಿತಿಯೊಳಗೆ ಪರಿಹಾರ ಪಡೆಯಬಹುದಾಗಿದೆ ಎಂದು ತಿಳಿಸಿದರು. ಕಾರ್ಯಾಗಾರವನ್ನು ಉದ್ಘಾಟಿಸಿ ಮಾತನಾಡಿದ ಕೆಇಆರ್‌ಸಿಯ ಅಧ್ಯಕ್ಷರು, ಸರ್ಕಾರದ ನಿರ್ದೇಶನದಂತೆ ಗ್ರಾಹಕರ ಹಿತರಕ್ಷಣೆ ಮುಖ್ಯವಾಗಿದೆ ಎಂದರು. ಕೆಇಆರ್‌ಸಿ ಸದಸ್ಯರು, ಬೆಸ್ಕಾಂ ತಾಂತ್ರಿಕ ನಿರ್ದೇಶಕ ಹೆಚ್.ಜೆ.ರಮೇಶ್, ಬೆಸ್ಕಾಂ ಹಣಕಾಸು ವಿಭಾಗದ ನಿರ್ದೇಶಕ ಮಹದೇವ, ಬೆಸ್ಕಾಂ ಆಡಳಿತ ಮತ್ತು ಮಾನವ ಸಂಪನ್ಮೂಲ ವಿಭಾಗದ ಪ್ರಧಾನ ವ್ಯವಸ್ಥಾಪಕ ಡಾ.ದಯಾನಂದ್, ಗ್ರಾಹಕ ಸಂಬಂಧ ಘಟಕದ ಪ್ರಧಾನ ವ್ಯವಸ್ಥಾಪಕರಾದ ರಾಜೀವ ಹಾಗೂ ಇತರ ಹಿರಿಯ ಅಧಿಕಾರಿಗಳು ಉಪಸ್ಥಿತರಿದ್ದರು. — [766, 255, 928, 429]
issue-date — [815, 52, 878, 86]
divider — [22, 430, 588, 432]
facebook-icon: ⓕ — [665, 54, 679, 66]
imprint-footer — [0, 1500, 945, 1545]
article3-headline-line2: ಪೌರಕಾರ್ಮಿಕರು, ಮಾವುತರ ಮಕ್ಕಳು — [22, 452, 181, 469]
article6-meeting-photo — [210, 866, 400, 946]
article6-col1-text: ವಿವಿಧ ಕ್ಷೇತ್ರಗಳಲ್ಲಿ ಕೌಶಲ್ಯಪೂರ್ಣ ವೃತ್ತಿಪರರು, ನರ್ಸ್‌ಗಳು ಅಗತ್ಯವಿದೆ ಎಂದು ಬೆಂಗಳೂರಿನಲ್ಲಿರುವ ಜಪಾನ್ ಕಾನ್ಸುಲ್ ಜನರಲ್ ನಕನೆ ಟ್ಸುಟೋಮು ಸ್ಪಷ್ಟಪಡಿಸಿದ್ದು, ಕರ್ನಾಟಕದಲ್ಲಿ ತಾಂತ್ರಿಕ ಶಿಕ್ಷಣ ಪಡೆದ ವಿದ್ಯಾರ್ಥಿಗಳ ಕೌಶಲ್ಯವನ್ನು ಹೆಚ್ಚಿಸುವ ಬಗ್ಗೆಯೂ ಪ್ರಸ್ತಾಪಿಸಿದರು. ಬುಧವಾರ ವಿಕಾಸಸೌಧದಲ್ಲಿ ಬೆಂಗಳೂರಿನಲ್ಲಿರುವ ಜಪಾನ್ ಕಾನ್ಸುಲ್ ಜನರಲ್ ನಕನೆ ಟ್ಸುಟೋಮು ಅವರು ವೈದ್ಯಕೀಯ ಶಿಕ್ಷಣ ಹಾಗೂ ಕೌಶಲ್ಯಾಭಿವೃದ್ಧಿ ಸಚಿವ ಡಾ. ಶರಣ್ ಪ್ರಕಾಶ್ ಪಾಟೀಲ್ ಅವರನ್ನು ಭೇಟಿ ಮಾಡಿ ಮಾತುಕತೆ ನಡೆಸಿದರು. ವಿವಿಧ ಕ್ಷೇತ್ರಗಳಲ್ಲಿ ಕರ್ನಾಟಕದ ಕೌಶಲ್ಯಪೂರ್ಣ ವೃತ್ತಿಪರರ ಅಗತ್ಯವಿದೆ ಎಂದು ಜಪಾನ್ ಪ್ರತಿನಿಧಿ ಮನವಿ ಮಾಡಿದರು. ನಮ್ಮ ಸರ್ಕಾರವು ಈಗಾಗಲೇ ಕೇಂದ್ರೀಕೃತ ಕೌಶಲ್ಯ ತರಬೇತಿ ಕೇಂದ್ರಗಳನ್ನು ಸ್ಥಾಪಿಸಿದ್ದು, ಉದ್ಯೋಗ ಅವಕಾಶಗಳ ಮೇಲೆ ಒತ್ತು ನೀಡುತ್ತಿದೆ. — [22, 867, 204, 1029]
article9-col1 — [600, 1216, 760, 1496]
